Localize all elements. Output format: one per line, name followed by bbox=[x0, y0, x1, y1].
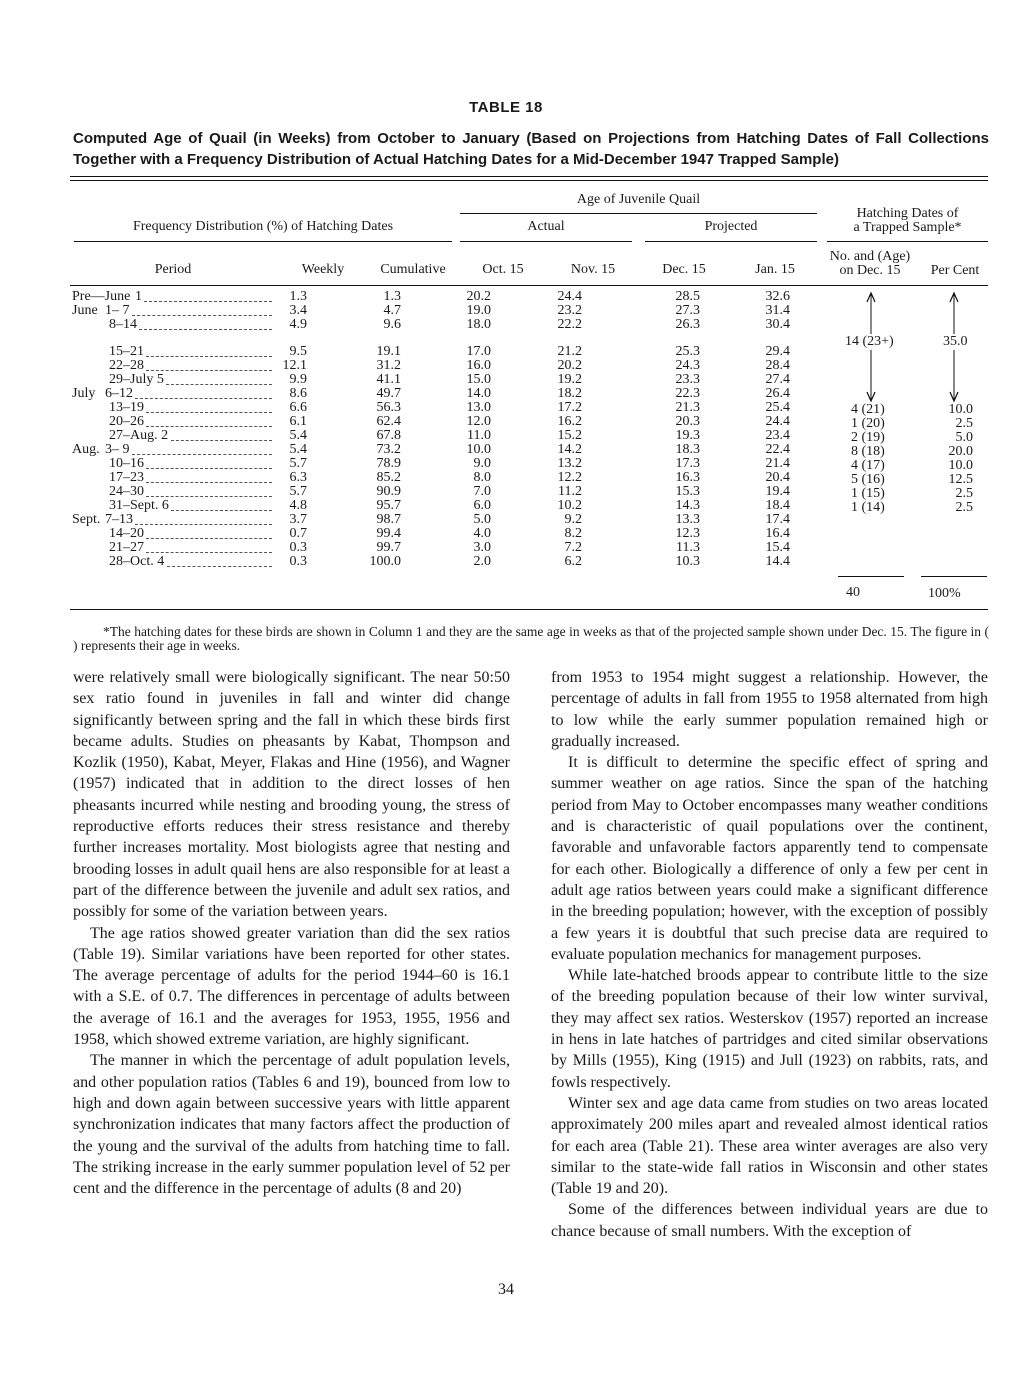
cell-jan15: 25.4 bbox=[765, 400, 790, 415]
cell-weekly: 5.7 bbox=[289, 484, 307, 499]
cell-nov15: 6.2 bbox=[564, 554, 582, 569]
cell-weekly: 5.4 bbox=[289, 428, 307, 443]
cell-oct15: 16.0 bbox=[466, 358, 491, 373]
table-number: TABLE 18 bbox=[469, 99, 543, 116]
page-number: 34 bbox=[498, 1281, 514, 1298]
cell-weekly: 6.1 bbox=[289, 414, 307, 429]
cell-jan15: 29.4 bbox=[765, 344, 790, 359]
table-footnote: *The hatching dates for these birds are shown in Column 1 and they are the same age in weeks as that of the projected sample shown under Dec. 15. The figure in ( ) represents their age in weeks. bbox=[73, 624, 989, 653]
body-paragraph: from 1953 to 1954 might suggest a relationship. However, the percentage of adults in fall from 1955 to 1958 alternated from high to low while the early summer population remained high or gradually increased. bbox=[551, 669, 988, 750]
cell-jan15: 17.4 bbox=[765, 512, 790, 527]
sample-per-cent: 10.0 bbox=[948, 458, 973, 473]
header-bottom-rule bbox=[70, 285, 988, 286]
cell-oct15: 19.0 bbox=[466, 303, 491, 318]
row-period: 21–27 bbox=[109, 540, 144, 555]
cell-weekly: 8.6 bbox=[289, 386, 307, 401]
cell-cumulative: 49.7 bbox=[376, 386, 401, 401]
cell-jan15: 18.4 bbox=[765, 498, 790, 513]
cell-jan15: 16.4 bbox=[765, 526, 790, 541]
cell-oct15: 5.0 bbox=[473, 512, 491, 527]
table-caption: Computed Age of Quail (in Weeks) from October to January (Based on Projections from Hatching Dates of Fall Collections Together with a Frequency Distribution of Actual Hatching Dates for a Mid-December 1947 Trapped Sample) bbox=[73, 130, 989, 168]
sample-per-cent: 2.5 bbox=[955, 486, 973, 501]
sample-header-line1: Hatching Dates of bbox=[856, 206, 959, 221]
cell-nov15: 21.2 bbox=[557, 344, 582, 359]
sample-no-age: 1 (14) bbox=[851, 500, 885, 515]
row-period: 10–16 bbox=[109, 456, 144, 471]
cell-weekly: 1.3 bbox=[289, 289, 307, 304]
freq-group-header: Frequency Distribution (%) of Hatching Dates bbox=[132, 219, 394, 234]
cumulative-header: Cumulative bbox=[380, 262, 446, 277]
jan15-header: Jan. 15 bbox=[755, 262, 795, 277]
period-header: Period bbox=[154, 262, 192, 277]
cell-cumulative: 9.6 bbox=[383, 317, 401, 332]
row-period: 6–12 bbox=[105, 386, 133, 401]
cell-dec15: 13.3 bbox=[675, 512, 700, 527]
cell-nov15: 7.2 bbox=[564, 540, 582, 555]
sample-no-age: 4 (21) bbox=[851, 402, 885, 417]
table-top-rule-2 bbox=[70, 180, 988, 181]
cell-jan15: 22.4 bbox=[765, 442, 790, 457]
cell-oct15: 20.2 bbox=[466, 289, 491, 304]
cell-weekly: 12.1 bbox=[282, 358, 307, 373]
cell-cumulative: 19.1 bbox=[376, 344, 401, 359]
cell-jan15: 23.4 bbox=[765, 428, 790, 443]
cell-dec15: 27.3 bbox=[675, 303, 700, 318]
row-period: 31–Sept. 6 bbox=[109, 498, 169, 513]
row-period: 14–20 bbox=[109, 526, 144, 541]
cell-oct15: 10.0 bbox=[466, 442, 491, 457]
cell-nov15: 16.2 bbox=[557, 414, 582, 429]
sample-no-age: 8 (18) bbox=[851, 444, 885, 459]
row-month: Pre—June bbox=[72, 289, 131, 304]
dec15-header: Dec. 15 bbox=[662, 262, 706, 277]
table-row bbox=[0, 360, 1012, 372]
body-paragraph: Winter sex and age data came from studies on two areas located approximately 200 miles apart and revealed almost identical ratios for each area (Table 21). These area winter averages are also very similar to the state-wide fall ratios in Wisconsin and other states (Table 19 and 20). bbox=[551, 1094, 988, 1198]
no-age-header-line1: No. and (Age) bbox=[829, 249, 911, 264]
cell-nov15: 23.2 bbox=[557, 303, 582, 318]
cell-oct15: 12.0 bbox=[466, 414, 491, 429]
row-month: Aug. bbox=[72, 442, 100, 457]
sample-per-cent: 2.5 bbox=[955, 416, 973, 431]
sample-no-age: 2 (19) bbox=[851, 430, 885, 445]
cell-weekly: 6.6 bbox=[289, 400, 307, 415]
cell-weekly: 3.7 bbox=[289, 512, 307, 527]
cell-weekly: 5.7 bbox=[289, 456, 307, 471]
cell-nov15: 14.2 bbox=[557, 442, 582, 457]
cell-oct15: 3.0 bbox=[473, 540, 491, 555]
row-period: 7–13 bbox=[105, 512, 133, 527]
cell-jan15: 31.4 bbox=[765, 303, 790, 318]
row-period: 27–Aug. 2 bbox=[109, 428, 169, 443]
cell-oct15: 2.0 bbox=[473, 554, 491, 569]
sample-per-cent: 5.0 bbox=[955, 430, 973, 445]
sample-per-cent: 12.5 bbox=[948, 472, 973, 487]
cell-dec15: 11.3 bbox=[676, 540, 700, 555]
cell-dec15: 22.3 bbox=[675, 386, 700, 401]
table-row bbox=[0, 374, 1012, 386]
cell-dec15: 20.3 bbox=[675, 414, 700, 429]
row-month: July bbox=[72, 386, 96, 401]
cell-nov15: 15.2 bbox=[557, 428, 582, 443]
cell-jan15: 27.4 bbox=[765, 372, 790, 387]
row-period: 3– 9 bbox=[105, 442, 130, 457]
table-row bbox=[0, 556, 1012, 568]
cell-oct15: 7.0 bbox=[473, 484, 491, 499]
body-paragraph: While late-hatched broods appear to contribute little to the size of the breeding population because of their low winter survival, they may affect sex ratios. Westerskov (1957) reported an increase in hens in late hatches of partridges and cited similar observations by Mills (1955), King (1915) and Jull (1923) on rabbits, rats, and fowls respectively. bbox=[551, 967, 988, 1091]
projected-rule bbox=[645, 241, 817, 242]
cell-cumulative: 1.3 bbox=[383, 289, 401, 304]
row-period: 22–28 bbox=[109, 358, 144, 373]
cell-jan15: 26.4 bbox=[765, 386, 790, 401]
row-period: 28–Oct. 4 bbox=[109, 554, 165, 569]
cell-jan15: 28.4 bbox=[765, 358, 790, 373]
cell-jan15: 30.4 bbox=[765, 317, 790, 332]
cell-dec15: 17.3 bbox=[675, 456, 700, 471]
table-row bbox=[0, 388, 1012, 400]
table-bottom-rule bbox=[70, 609, 988, 610]
cell-nov15: 18.2 bbox=[557, 386, 582, 401]
cell-dec15: 16.3 bbox=[675, 470, 700, 485]
body-paragraph: were relatively small were biologically significant. The near 50:50 sex ratio found in juveniles in fall and winter did change significantly between spring and the fall in which these birds first became adults. Studies on pheasants by Kabat, Thompson and Kozlik (1950), Kabat, Meyer, Flakas and Hine (1956), and Wagner (1957) indicated that in addition to the direct losses of hen pheasants incurred while nesting and brooding young, the stress of reproductive efforts reduces their stress resistance and thereby further increases mortality. Most biologists agree that nesting and brooding losses in adult quail hens are also responsible for at least a part of the difference between the juvenile and adult sex ratios, and possibly for some of the variation between years. bbox=[73, 669, 510, 921]
cell-cumulative: 99.7 bbox=[376, 540, 401, 555]
sample-no-age: 1 (20) bbox=[851, 416, 885, 431]
table-row bbox=[0, 319, 1012, 331]
row-period: 17–23 bbox=[109, 470, 144, 485]
cell-dec15: 24.3 bbox=[675, 358, 700, 373]
row-period: 15–21 bbox=[109, 344, 144, 359]
cell-nov15: 20.2 bbox=[557, 358, 582, 373]
cell-oct15: 6.0 bbox=[473, 498, 491, 513]
cell-oct15: 13.0 bbox=[466, 400, 491, 415]
cell-dec15: 14.3 bbox=[675, 498, 700, 513]
cell-weekly: 5.4 bbox=[289, 442, 307, 457]
cell-dec15: 28.5 bbox=[675, 289, 700, 304]
cell-cumulative: 99.4 bbox=[376, 526, 401, 541]
cell-dec15: 19.3 bbox=[675, 428, 700, 443]
cell-cumulative: 85.2 bbox=[376, 470, 401, 485]
sample-per-cent: 20.0 bbox=[948, 444, 973, 459]
body-paragraph: It is difficult to determine the specific effect of spring and summer weather on age ratios. Since the span of the hatching period from May to October encompasses many weather conditions and is characteristic of quail populations over the continent, favorable and unfavorable factors apparently tend to compensate for each other. Biologically a difference of only a few per cent in adult age ratios between years could make a significant difference in the breeding population; however, with the exception of possibly a few years it is doubtful that such precise data are required to evaluate population mechanics for management purposes. bbox=[551, 754, 988, 963]
body-column-left bbox=[73, 667, 510, 1199]
row-month: June bbox=[72, 303, 98, 318]
row-period: 8–14 bbox=[109, 317, 137, 332]
cell-cumulative: 90.9 bbox=[376, 484, 401, 499]
cell-weekly: 0.7 bbox=[289, 526, 307, 541]
cell-dec15: 12.3 bbox=[675, 526, 700, 541]
cell-nov15: 19.2 bbox=[557, 372, 582, 387]
cell-jan15: 20.4 bbox=[765, 470, 790, 485]
cell-nov15: 12.2 bbox=[557, 470, 582, 485]
sample-no-age: 5 (16) bbox=[851, 472, 885, 487]
cell-jan15: 21.4 bbox=[765, 456, 790, 471]
cell-weekly: 9.5 bbox=[289, 344, 307, 359]
totals-per-cent: 100% bbox=[928, 586, 961, 601]
per-cent-header: Per Cent bbox=[930, 263, 980, 278]
cell-cumulative: 31.2 bbox=[376, 358, 401, 373]
body-column-right bbox=[551, 667, 988, 1242]
nov15-header: Nov. 15 bbox=[570, 262, 616, 277]
age-group-rule bbox=[460, 213, 817, 214]
no-age-header-line2: on Dec. 15 bbox=[839, 263, 901, 278]
cell-dec15: 25.3 bbox=[675, 344, 700, 359]
cell-oct15: 8.0 bbox=[473, 470, 491, 485]
cell-jan15: 32.6 bbox=[765, 289, 790, 304]
table-row bbox=[0, 542, 1012, 554]
row-period: 20–26 bbox=[109, 414, 144, 429]
cell-nov15: 13.2 bbox=[557, 456, 582, 471]
cell-cumulative: 95.7 bbox=[376, 498, 401, 513]
cell-nov15: 9.2 bbox=[564, 512, 582, 527]
cell-dec15: 23.3 bbox=[675, 372, 700, 387]
cell-weekly: 6.3 bbox=[289, 470, 307, 485]
row-period: 1 bbox=[135, 289, 142, 304]
cell-oct15: 9.0 bbox=[473, 456, 491, 471]
table-row bbox=[0, 291, 1012, 303]
body-paragraph: Some of the differences between individual years are due to chance because of small numbers. With the exception of bbox=[551, 1201, 988, 1240]
cell-dec15: 18.3 bbox=[675, 442, 700, 457]
cell-cumulative: 4.7 bbox=[383, 303, 401, 318]
cell-dec15: 15.3 bbox=[675, 484, 700, 499]
weekly-header: Weekly bbox=[301, 262, 345, 277]
cell-jan15: 19.4 bbox=[765, 484, 790, 499]
cell-cumulative: 62.4 bbox=[376, 414, 401, 429]
cell-cumulative: 73.2 bbox=[376, 442, 401, 457]
projected-header: Projected bbox=[704, 219, 758, 234]
cell-cumulative: 67.8 bbox=[376, 428, 401, 443]
actual-rule bbox=[460, 241, 632, 242]
cell-nov15: 17.2 bbox=[557, 400, 582, 415]
cell-dec15: 26.3 bbox=[675, 317, 700, 332]
table-row bbox=[0, 514, 1012, 526]
cell-cumulative: 41.1 bbox=[376, 372, 401, 387]
cell-dec15: 10.3 bbox=[675, 554, 700, 569]
cell-nov15: 24.4 bbox=[557, 289, 582, 304]
row-period: 1– 7 bbox=[105, 303, 130, 318]
sample-header-line2: a Trapped Sample* bbox=[853, 220, 962, 235]
sample-rule bbox=[827, 241, 988, 242]
cell-cumulative: 56.3 bbox=[376, 400, 401, 415]
row-month: Sept. bbox=[72, 512, 101, 527]
age-group-header: Age of Juvenile Quail bbox=[576, 192, 701, 207]
cell-weekly: 4.8 bbox=[289, 498, 307, 513]
body-paragraph: The age ratios showed greater variation than did the sex ratios (Table 19). Similar variations have been reported for other states. The average percentage of adults for the period 1944–60 is 16.1 with a S.E. of 0.7. The differences in percentage of adults between the average of 16.1 and the averages for 1953, 1955, 1956 and 1958, which showed extreme variation, are highly significant. bbox=[73, 924, 510, 1049]
table-row bbox=[0, 305, 1012, 317]
cell-oct15: 14.0 bbox=[466, 386, 491, 401]
sample-no-age: 4 (17) bbox=[851, 458, 885, 473]
cell-nov15: 8.2 bbox=[564, 526, 582, 541]
cell-weekly: 4.9 bbox=[289, 317, 307, 332]
sample-span-no-age: 14 (23+) bbox=[845, 334, 894, 349]
cell-oct15: 17.0 bbox=[466, 344, 491, 359]
row-period: 13–19 bbox=[109, 400, 144, 415]
row-period: 29–July 5 bbox=[109, 372, 164, 387]
totals-no: 40 bbox=[846, 585, 860, 600]
cell-oct15: 4.0 bbox=[473, 526, 491, 541]
cell-cumulative: 78.9 bbox=[376, 456, 401, 471]
cell-weekly: 0.3 bbox=[289, 540, 307, 555]
cell-weekly: 9.9 bbox=[289, 372, 307, 387]
cell-nov15: 10.2 bbox=[557, 498, 582, 513]
freq-group-rule bbox=[74, 241, 452, 242]
cell-jan15: 14.4 bbox=[765, 554, 790, 569]
cell-weekly: 3.4 bbox=[289, 303, 307, 318]
table-row bbox=[0, 528, 1012, 540]
cell-dec15: 21.3 bbox=[675, 400, 700, 415]
cell-oct15: 11.0 bbox=[467, 428, 491, 443]
actual-header: Actual bbox=[527, 219, 565, 234]
totals-rule-pct bbox=[921, 576, 987, 577]
cell-oct15: 15.0 bbox=[466, 372, 491, 387]
cell-cumulative: 98.7 bbox=[376, 512, 401, 527]
sample-per-cent: 10.0 bbox=[948, 402, 973, 417]
cell-weekly: 0.3 bbox=[289, 554, 307, 569]
body-paragraph: The manner in which the percentage of adult population levels, and other population ratios (Tables 6 and 19), bounced from low to high and down again between successive years with little apparent synchronization indicates that many factors affect the production of the young and the survival of the adults from hatching time to fall. The striking increase in the early summer population level of 52 per cent and the difference in the percentage of adults (8 and 20) bbox=[73, 1052, 510, 1198]
cell-nov15: 22.2 bbox=[557, 317, 582, 332]
cell-cumulative: 100.0 bbox=[369, 554, 401, 569]
sample-per-cent: 2.5 bbox=[955, 500, 973, 515]
cell-nov15: 11.2 bbox=[558, 484, 582, 499]
totals-rule-no bbox=[838, 576, 904, 577]
cell-oct15: 18.0 bbox=[466, 317, 491, 332]
sample-no-age: 1 (15) bbox=[851, 486, 885, 501]
table-top-rule bbox=[70, 176, 988, 177]
row-period: 24–30 bbox=[109, 484, 144, 499]
cell-jan15: 24.4 bbox=[765, 414, 790, 429]
sample-span-per-cent: 35.0 bbox=[943, 334, 968, 349]
oct15-header: Oct. 15 bbox=[482, 262, 524, 277]
cell-jan15: 15.4 bbox=[765, 540, 790, 555]
